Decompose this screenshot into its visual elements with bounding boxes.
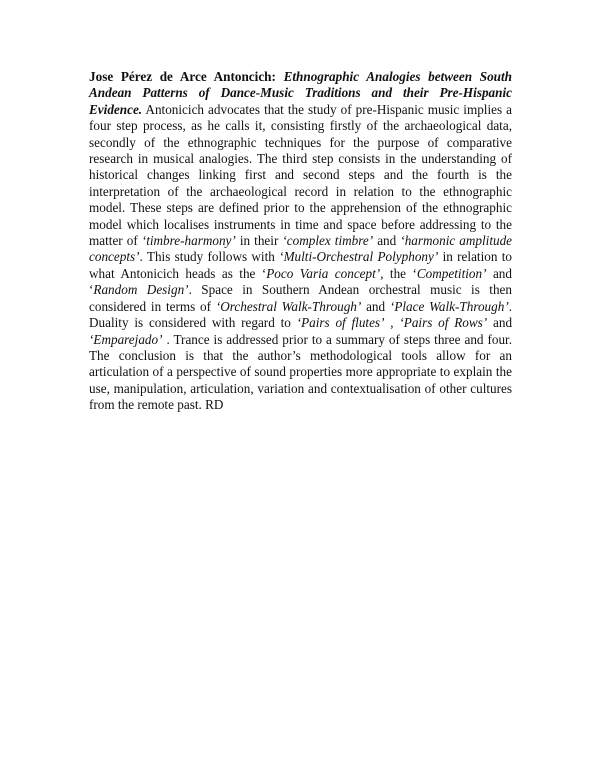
term-pairs-of-rows: ‘Pairs of Rows’: [399, 315, 488, 331]
body-text: Antonicich advocates that the study of pre-Hispanic music implies a four step process, as he calls it, consisting firstly of the archaeological data, secondly of the ethnographic techniques for the purpose of comparative research in musical analogies. The third step consists in the understanding of historical changes linking first and second steps and the fourth is the interpretation of the archaeological record in relation to the ethnographic model. These steps are defined prior to the apprehension of the ethnographic model which localises instruments in time and space before addressing to the matter of: [89, 101, 512, 249]
body-text: and: [493, 315, 513, 331]
body-text: in their: [239, 233, 279, 249]
term-place-walk-through: ‘Place Walk-Through’: [389, 298, 509, 314]
body-text: and: [366, 298, 386, 314]
author-name: Jose Pérez de Arce Antoncich:: [89, 69, 276, 84]
body-text: . Duality is considered with regard to: [89, 298, 513, 331]
body-text: and ‘: [89, 265, 512, 298]
body-text: . This study follows with: [139, 249, 275, 265]
term-competition: Competition’: [416, 265, 487, 281]
term-orchestral-walk-through: ‘Orchestral Walk-Through’: [215, 298, 362, 314]
body-text: and: [377, 233, 397, 249]
body-text: ,: [390, 315, 394, 331]
term-emparejado: ‘Emparejado’: [89, 331, 163, 347]
term-multi-orchestral-polyphony: ‘Multi-Orchestral Polyphony’: [279, 249, 439, 265]
term-harmonic-amplitude: ‘harmonic amplitude concepts’: [89, 233, 513, 265]
term-poco-varia: Poco Varia concept’: [266, 265, 381, 281]
abstract-paragraph: [89, 69, 512, 414]
article-title: Ethnographic Analogies between South Andean Patterns of Dance-Music Traditions and their Pre-Hispanic Evidence.: [89, 69, 512, 117]
body-text: . Space in Southern Andean orchestral music is then considered in terms of: [89, 282, 512, 314]
body-text: , the ‘: [380, 265, 417, 281]
term-timbre-harmony: ‘timbre-harmony’: [141, 233, 236, 249]
body-text: . Trance is addressed prior to a summary of steps three and four. The conclusion is that the author’s methodological tools allow for an articulation of a perspective of sound properties more appropriate to explain the use, manipulation, articulation, variation and contextualisation of other cultures from the remote past. RD: [89, 331, 512, 413]
term-random-design: Random Design’: [93, 282, 189, 298]
term-complex-timbre: ‘complex timbre’: [282, 233, 374, 249]
term-pairs-of-flutes: ‘Pairs of flutes’: [296, 315, 385, 331]
body-text: in relation to what Antonicich heads as the ‘: [89, 249, 513, 281]
